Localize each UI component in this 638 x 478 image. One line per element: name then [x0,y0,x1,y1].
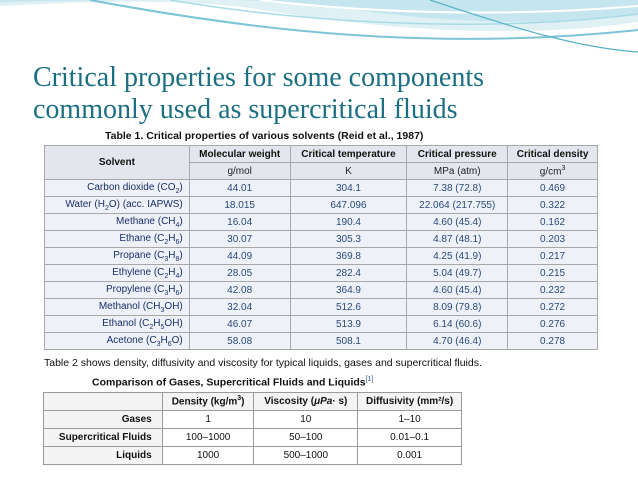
table1-body [45,180,598,350]
critical-temperature-cell: 512.6 [290,299,407,316]
critical-pressure-cell: 4.70 (46.4) [407,333,508,350]
molecular-weight-cell: 32.04 [189,299,290,316]
table1-header-density: Critical density [508,146,598,163]
critical-pressure-cell: 4.87 (48.1) [407,231,508,248]
critical-temperature-cell: 364.9 [290,282,407,299]
critical-temperature-cell: 513.9 [290,316,407,333]
solvent-name: Ethylene $(C_2H_4)$ [45,265,190,282]
table2-intro-note: Table 2 shows density, diffusivity and viscosity for typical liquids, gases and supercritical fluids. [44,357,482,369]
critical-pressure-cell: 7.38 (72.8) [407,180,508,197]
table1-unit-temp: K [290,163,407,180]
critical-pressure-cell: 4.60 (45.4) [407,214,508,231]
viscosity-cell: 50–100 [254,429,358,447]
critical-temperature-cell: 305.3 [290,231,407,248]
table2-body [44,411,462,465]
slide-title [33,62,613,126]
critical-density-cell: 0.278 [508,333,598,350]
table1-unit-density: $g/cm^3$ [508,163,598,180]
molecular-weight-cell: 28.05 [189,265,290,282]
table1-row [45,214,598,231]
molecular-weight-cell: 16.04 [189,214,290,231]
critical-temperature-cell: 369.8 [290,248,407,265]
critical-pressure-cell: 22.064 (217.755) [407,197,508,214]
table2-header-viscosity: Viscosity (μPa· s) [254,393,358,411]
molecular-weight-cell: 44.01 [189,180,290,197]
molecular-weight-cell: 42.08 [189,282,290,299]
solvent-name: Water $(H_2O)$ (acc. IAPWS) [45,197,190,214]
diffusivity-cell: 0.001 [358,447,462,465]
critical-properties-table [44,145,598,350]
critical-density-cell: 0.217 [508,248,598,265]
critical-density-cell: 0.469 [508,180,598,197]
header-wave-decoration [0,0,638,70]
table2-header-row [44,393,462,411]
table2-row-label: Liquids [44,447,163,465]
critical-density-cell: 0.276 [508,316,598,333]
viscosity-cell: 10 [254,411,358,429]
table2-row-label: Gases [44,411,163,429]
solvent-name: Ethane $(C_2H_6)$ [45,231,190,248]
table1-header-solvent: Solvent [45,146,190,180]
density-cell: 100–1000 [162,429,254,447]
fluid-comparison-table [43,392,462,465]
table2-header-blank [44,393,163,411]
solvent-name: Carbon dioxide $(CO_2)$ [45,180,190,197]
table1-header-row [45,146,598,163]
table2-header-diffusivity: Diffusivity (mm²/s) [358,393,462,411]
table2-caption: Comparison of Gases, Supercritical Fluids and Liquids[1] [92,376,374,389]
solvent-name: Acetone $(C_3H_6O)$ [45,333,190,350]
table1-unit-mw: g/mol [189,163,290,180]
solvent-name: Propane $(C_3H_8)$ [45,248,190,265]
critical-pressure-cell: 5.04 (49.7) [407,265,508,282]
molecular-weight-cell: 18.015 [189,197,290,214]
solvent-name: Methanol $(CH_3OH)$ [45,299,190,316]
molecular-weight-cell: 44.09 [189,248,290,265]
density-cell: 1000 [162,447,254,465]
critical-temperature-cell: 508.1 [290,333,407,350]
table2-row-label: Supercritical Fluids [44,429,163,447]
diffusivity-cell: 0.01–0.1 [358,429,462,447]
table2-row [44,429,462,447]
density-cell: 1 [162,411,254,429]
critical-temperature-cell: 647.096 [290,197,407,214]
table1-header-temp: Critical temperature [290,146,407,163]
solvent-name: Methane $(CH_4)$ [45,214,190,231]
slide-title-line-2: commonly used as supercritical fluids [33,94,458,125]
table1-row [45,231,598,248]
molecular-weight-cell: 46.07 [189,316,290,333]
table1-row [45,316,598,333]
critical-temperature-cell: 282.4 [290,265,407,282]
table1-row [45,265,598,282]
table1-row [45,299,598,316]
table1-row [45,248,598,265]
table1-header-mw: Molecular weight [189,146,290,163]
solvent-name: Ethanol $(C_2H_5OH)$ [45,316,190,333]
table1-header-pressure: Critical pressure [407,146,508,163]
critical-density-cell: 0.272 [508,299,598,316]
table1-unit-pressure: MPa (atm) [407,163,508,180]
solvent-name: Propylene $(C_3H_6)$ [45,282,190,299]
molecular-weight-cell: 30.07 [189,231,290,248]
critical-pressure-cell: 8.09 (79.8) [407,299,508,316]
critical-pressure-cell: 4.25 (41.9) [407,248,508,265]
critical-temperature-cell: 190.4 [290,214,407,231]
table2-caption-reference: [1] [365,376,374,383]
critical-temperature-cell: 304.1 [290,180,407,197]
table1-row [45,197,598,214]
critical-pressure-cell: 6.14 (60.6) [407,316,508,333]
critical-density-cell: 0.203 [508,231,598,248]
table1-row [45,282,598,299]
viscosity-cell: 500–1000 [254,447,358,465]
critical-density-cell: 0.162 [508,214,598,231]
table2-row [44,447,462,465]
table2-header-density: Density $(kg/m^3)$ [162,393,254,411]
table1-row [45,180,598,197]
table2-row [44,411,462,429]
critical-density-cell: 0.322 [508,197,598,214]
slide-title-line-1: Critical properties for some components [33,62,484,93]
critical-density-cell: 0.215 [508,265,598,282]
critical-density-cell: 0.232 [508,282,598,299]
table1-row [45,333,598,350]
diffusivity-cell: 1–10 [358,411,462,429]
molecular-weight-cell: 58.08 [189,333,290,350]
critical-pressure-cell: 4.60 (45.4) [407,282,508,299]
table1-caption: Table 1. Critical properties of various solvents (Reid et al., 1987) [105,130,424,142]
